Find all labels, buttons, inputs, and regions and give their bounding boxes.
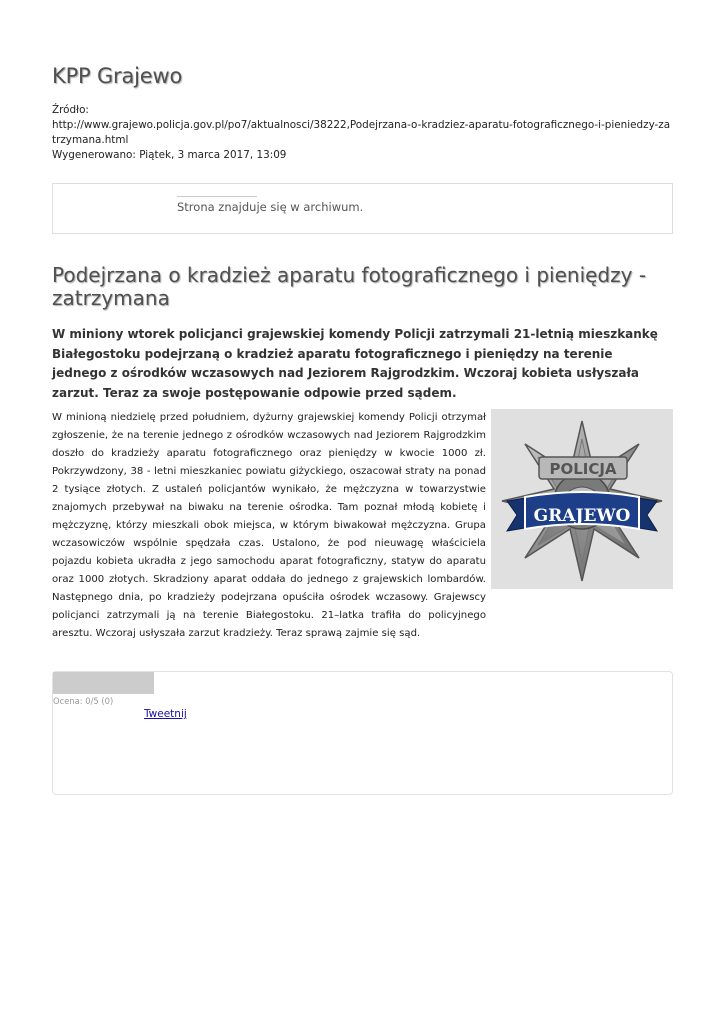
badge-bottom-text: GRAJEWO xyxy=(533,506,631,526)
article-image xyxy=(491,409,673,589)
police-star-badge-icon xyxy=(491,409,673,589)
generated-date: Wygenerowano: Piątek, 3 marca 2017, 13:09 xyxy=(52,149,287,161)
article-body: W minioną niedzielę przed południem, dyżurny grajewskiej komendy Policji otrzymał zgłoszenie, że na terenie jednego z ośrodków wczasowych nad Jeziorem Rajgrodzkim doszło do kradzieży aparatu fotograficznego oraz pieniędzy w kwocie 1000 zł. Pokrzywdzony, 38 - letni mieszkaniec powiatu giżyckiego, oszacował straty na ponad 2 tysiące złotych. Z ustaleń policjantów wynikało, że mężczyzna w towarzystwie znajomych przebywał na biwaku na terenie ośrodka. Tam poznał młodą kobietę i mężczyznę, którzy mieszkali obok miejsca, w którym biwakował mężczyzna. Grupa wczasowiczów wspólnie spędzała czas. Ustalono, że pod nieuwagę właściciela pojazdu kobieta ukradła z jego samochodu aparat fotograficzny, statyw do aparatu oraz 1000 złotych. Skradziony aparat oddała do jednego z grajewskich lombardów. Następnego dnia, po kradzieży podejrzana opuściła ośrodek wczasowy. Grajewscy policjanci zatrzymali ją na terenie Białegostoku. 21–latka trafiła do policyjnego aresztu. Wczoraj usłyszała zarzut kradzieży. Teraz sprawą zajmie się sąd. xyxy=(52,412,486,639)
article-title: Podejrzana o kradzież aparatu fotograficznego i pieniędzy - zatrzymana xyxy=(52,263,647,310)
rating-stars[interactable] xyxy=(53,672,154,694)
archive-divider xyxy=(177,196,257,197)
source-url: http://www.grajewo.policja.gov.pl/po7/aktualnosci/38222,Podejrzana-o-kradziez-aparatu-fotograficznego-i-pieniedzy-zatrzymana.html xyxy=(52,119,671,146)
document-meta xyxy=(52,103,673,163)
archive-notice xyxy=(52,183,673,234)
site-title: KPP Grajewo xyxy=(52,64,183,88)
rating-label: Ocena: 0/5 (0) xyxy=(53,696,114,706)
article-lead: W miniony wtorek policjanci grajewskiej komendy Policji zatrzymali 21-letnią mieszkankę Białegostoku podejrzaną o kradzież aparatu fotograficznego i pieniędzy na terenie jednego z ośrodków wczasowych nad Jeziorem Rajgrodzkim. Wczoraj kobieta usłyszała zarzut. Teraz za swoje postępowanie odpowie przed sądem. xyxy=(52,327,658,400)
archive-message: Strona znajduje się w archiwum. xyxy=(177,200,364,214)
tweet-link[interactable]: Tweetnij xyxy=(144,708,187,720)
rating-widget xyxy=(52,671,673,795)
source-label: Źródło: xyxy=(52,104,89,116)
badge-top-text: POLICJA xyxy=(549,460,617,478)
